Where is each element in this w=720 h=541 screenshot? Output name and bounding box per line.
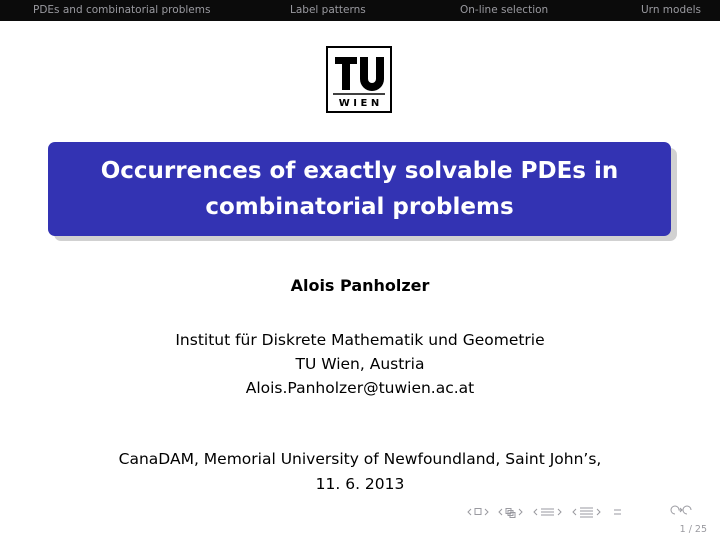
nav-section-urn-models[interactable]: Urn models: [641, 4, 701, 16]
prev-document-icon[interactable]: [573, 509, 576, 515]
affiliation-institute: Institut für Diskrete Mathematik und Geometrie: [175, 331, 545, 349]
next-subsection-icon[interactable]: [519, 509, 522, 515]
tu-wien-logo: [326, 46, 392, 113]
affiliation-email: Alois.Panholzer@tuwien.ac.at: [245, 379, 475, 397]
logo-wien-text: W I E N: [338, 98, 380, 109]
next-frame-icon[interactable]: [485, 509, 488, 515]
search-icon[interactable]: [683, 506, 691, 514]
talk-title-line-1: Occurrences of exactly solvable PDEs in: [100, 158, 619, 184]
section-navigation-bar: [0, 0, 720, 21]
affiliation-university: TU Wien, Austria: [295, 355, 425, 373]
venue-date: 11. 6. 2013: [315, 475, 405, 493]
title-block: [48, 142, 671, 236]
venue: [0, 447, 720, 497]
venue-line: CanaDAM, Memorial University of Newfoundland, Saint John’s,: [118, 450, 602, 468]
tu-wien-logo-graphic: [328, 48, 390, 111]
prev-subsection-icon[interactable]: [499, 509, 502, 515]
prev-frame-icon[interactable]: [468, 509, 471, 515]
nav-section-pdes[interactable]: PDEs and combinatorial problems: [33, 4, 211, 16]
page-number: 1 / 25: [679, 524, 707, 535]
affiliation: [0, 328, 720, 400]
next-section-icon[interactable]: [558, 509, 561, 515]
frame-icon: [475, 509, 481, 515]
back-icon[interactable]: [671, 506, 682, 514]
next-document-icon[interactable]: [597, 509, 600, 515]
nav-section-online-selection[interactable]: On-line selection: [460, 4, 549, 16]
author-name: Alois Panholzer: [290, 276, 430, 295]
nav-section-label-patterns[interactable]: Label patterns: [290, 4, 366, 16]
prev-section-icon[interactable]: [534, 509, 537, 515]
talk-title-line-2: combinatorial problems: [205, 194, 514, 220]
beamer-navigation-controls: [466, 505, 692, 519]
